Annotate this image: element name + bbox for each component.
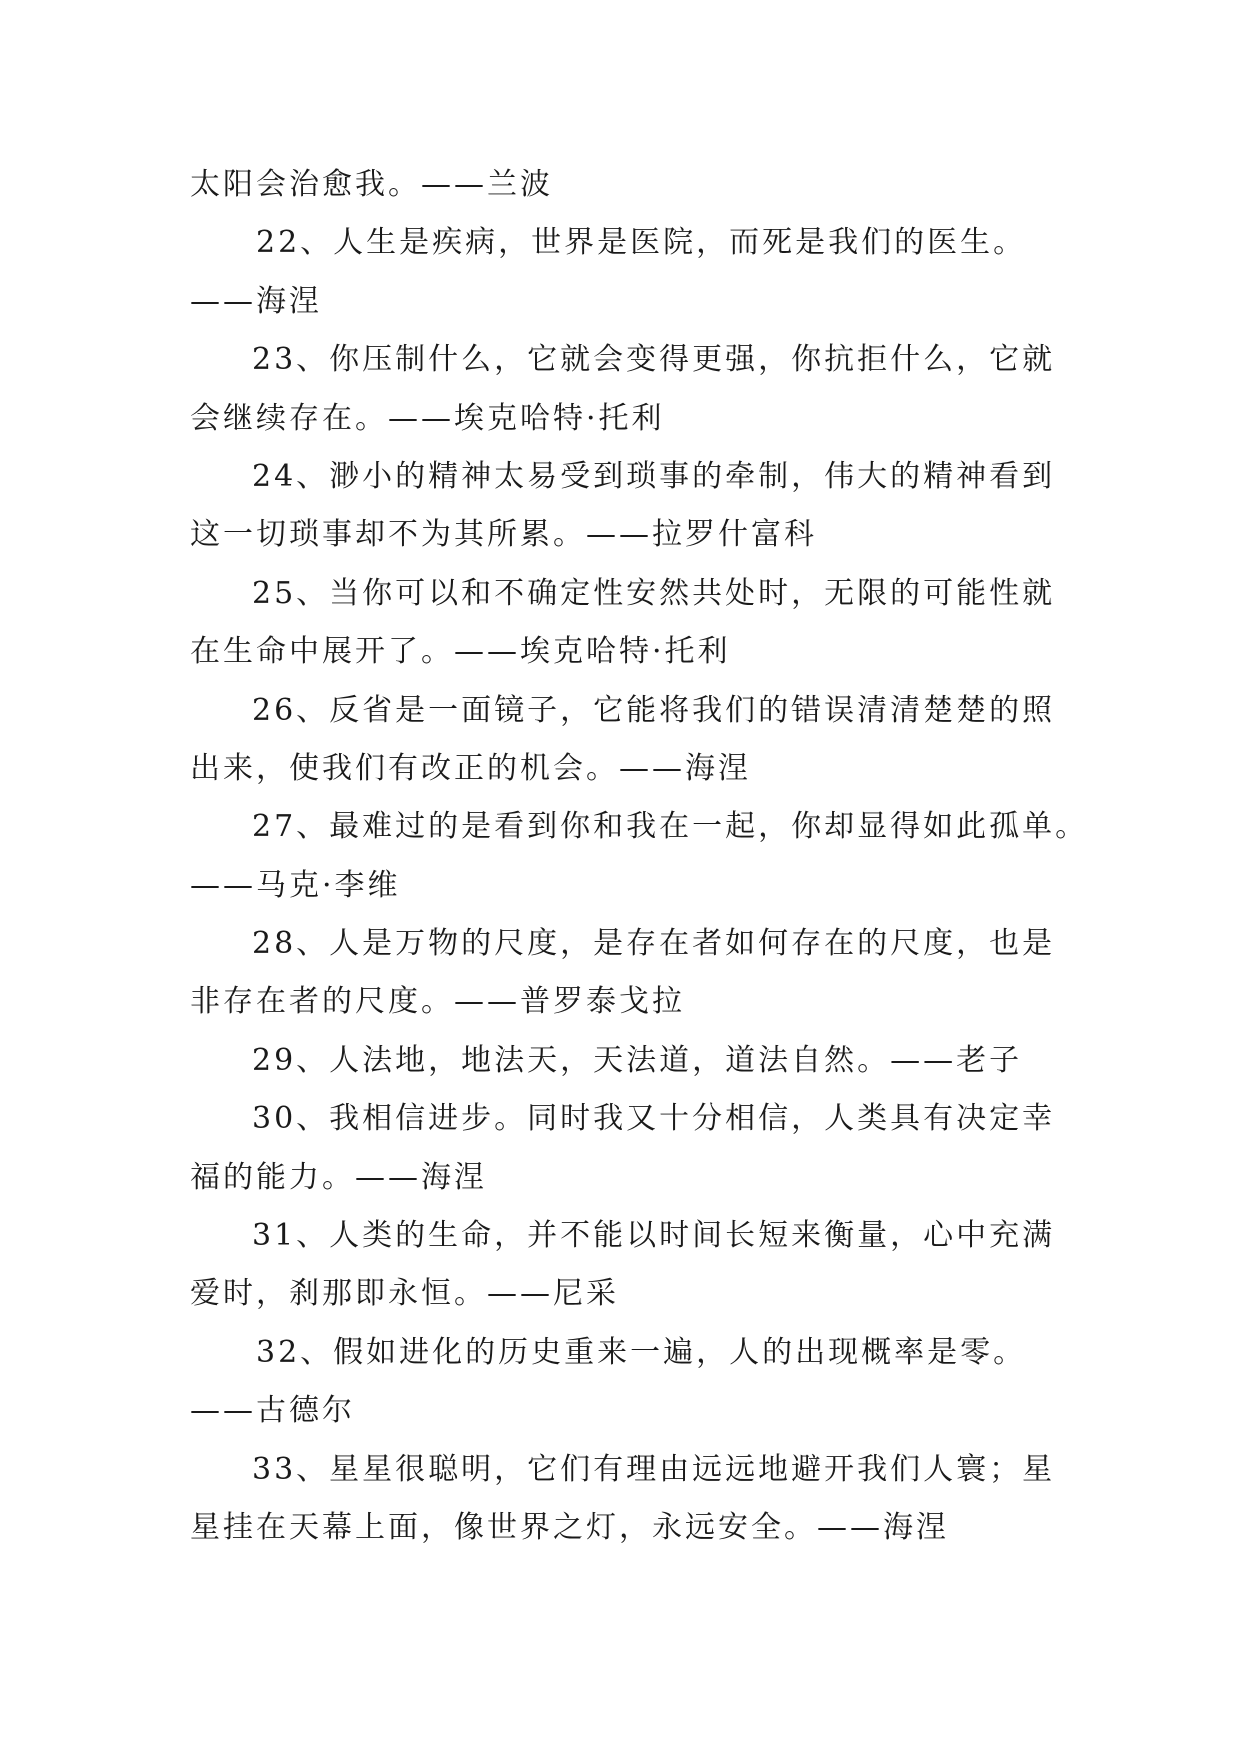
quote-23-line-2: 会继续存在。——埃克哈特·托利 — [190, 400, 665, 436]
quote-28-line-2: 非存在者的尺度。——普罗泰戈拉 — [190, 984, 685, 1020]
quote-28-line-1: 28、人是万物的尺度，是存在者如何存在的尺度，也是 — [252, 926, 1056, 962]
quote-25-line-2: 在生命中展开了。——埃克哈特·托利 — [190, 634, 731, 670]
quote-33-line-1: 33、星星很聪明，它们有理由远远地避开我们人寰；星 — [252, 1451, 1056, 1487]
quote-22-line-1: 22、人生是疾病，世界是医院，而死是我们的医生。 — [256, 225, 1027, 261]
quote-31-line-2: 爱时，刹那即永恒。——尼采 — [190, 1276, 619, 1312]
quote-29-line-1: 29、人法地，地法天，天法道，道法自然。——老子 — [252, 1042, 1023, 1078]
quote-24-line-2: 这一切琐事却不为其所累。——拉罗什富科 — [190, 517, 817, 553]
text-line: 太阳会治愈我。——兰波 — [190, 167, 553, 202]
quote-25-line-1: 25、当你可以和不确定性安然共处时，无限的可能性就 — [252, 575, 1056, 611]
quote-26-line-2: 出来，使我们有改正的机会。——海涅 — [190, 750, 751, 786]
quote-32-line-2: ——古德尔 — [190, 1393, 355, 1429]
quote-30-line-2: 福的能力。——海涅 — [190, 1159, 487, 1195]
quote-26-line-1: 26、反省是一面镜子，它能将我们的错误清清楚楚的照 — [252, 692, 1056, 728]
quote-32-line-1: 32、假如进化的历史重来一遍，人的出现概率是零。 — [256, 1334, 1027, 1370]
quote-24-line-1: 24、渺小的精神太易受到琐事的牵制，伟大的精神看到 — [252, 458, 1056, 494]
quote-23-line-1: 23、你压制什么，它就会变得更强，你抗拒什么，它就 — [252, 342, 1056, 378]
quote-31-line-1: 31、人类的生命，并不能以时间长短来衡量，心中充满 — [252, 1218, 1056, 1254]
quote-22-line-2: ——海涅 — [190, 283, 322, 319]
quote-27-line-1: 27、最难过的是看到你和我在一起，你却显得如此孤单。 — [252, 809, 1089, 845]
quote-27-line-2: ——马克·李维 — [190, 867, 401, 903]
quote-33-line-2: 星挂在天幕上面，像世界之灯，永远安全。——海涅 — [190, 1509, 949, 1545]
quote-text-body — [190, 156, 1089, 1557]
quote-30-line-1: 30、我相信进步。同时我又十分相信，人类具有决定幸 — [252, 1101, 1056, 1137]
